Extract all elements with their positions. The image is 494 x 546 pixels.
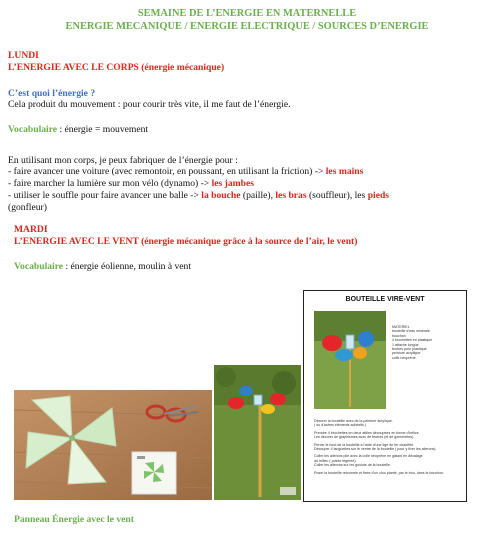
step-line: Découper 4 languettes sur le ventre de la bouteille ( pour y fixer les ailerons). <box>314 447 437 452</box>
lundi-line-2 <box>8 178 254 189</box>
lundi-heading: L’ENERGIE AVEC LE CORPS (énergie mécanique) <box>8 62 225 73</box>
highlight-mains: les mains <box>325 166 364 177</box>
bottle-windmill-photo <box>214 365 301 500</box>
materiel-item: bouchon <box>392 333 406 338</box>
materiel-item: bouteille d'eau minérale <box>392 329 430 334</box>
line-text: - utiliser le souffle pour faire avancer une balle -> <box>8 190 202 201</box>
highlight-pieds: pieds <box>367 190 390 201</box>
step-line: Percer le fond de la bouteille à l'aide d'une tige de fer chauffée. <box>314 442 415 447</box>
step-line: Poser la bouteille retournée et fixée d'un clou planté, par le trou, dans le bouchon. <box>314 470 445 475</box>
pinwheel-photo <box>14 390 212 500</box>
materiel-block <box>392 325 462 360</box>
line-text: (souffleur), les <box>306 190 368 201</box>
mardi-heading: L’ENERGIE AVEC LE VENT (énergie mécanique grâce à la source de l’air, le vent) <box>14 236 358 247</box>
lundi-answer: Cela produit du mouvement : pour courir très vite, il me faut de l’énergie. <box>8 99 291 110</box>
panel-caption: Panneau Énergie avec le vent <box>14 514 134 525</box>
highlight-bouche: la bouche <box>201 190 241 201</box>
lundi-intro: En utilisant mon corps, je peux fabriquer de l’énergie pour : <box>8 155 238 166</box>
instruction-card <box>303 290 467 502</box>
bottle-windmill-illustration <box>214 365 301 500</box>
vocab-text: : énergie éolienne, moulin à vent <box>63 261 192 272</box>
lundi-line-4: (gonfleur) <box>8 202 47 213</box>
step-line: du milieu ( pointe légèrée). <box>314 458 357 463</box>
vocab-label: Vocabulaire <box>8 124 58 135</box>
step-line: Coller les ailerons sur les goulots de la bouteille. <box>314 463 391 468</box>
line-text: - faire marcher la lumière sur mon vélo (dynamo) -> <box>8 178 212 189</box>
materiel-item: colle néoprène <box>392 355 416 360</box>
day-lundi: LUNDI <box>8 50 39 61</box>
step-line: Coller les ailerons plié avec la colle néoprène en gâtant en décalage <box>314 454 423 459</box>
doc-subtitle: ENERGIE MECANIQUE / ENERGIE ELECTRIQUE / SOURCES D’ENERGIE <box>65 21 429 32</box>
line-text: (paille), <box>240 190 276 201</box>
step-line: Décorer la bouteille avec de la peinture acrylique. <box>314 419 393 423</box>
vocab-text: : énergie = mouvement <box>57 124 149 135</box>
mardi-vocabulary <box>14 261 191 272</box>
materiel-item: feutres pour plastique <box>392 347 427 352</box>
lundi-vocabulary <box>8 124 148 135</box>
lundi-question: C’est quoi l’énergie ? <box>8 88 96 99</box>
materiel-item: 1 attache longue <box>392 342 419 347</box>
day-mardi: MARDI <box>14 224 48 235</box>
lundi-line-3 <box>8 190 389 201</box>
materiel-label: MATERIEL <box>392 325 410 329</box>
steps-block <box>314 419 464 475</box>
card-photo <box>314 311 386 409</box>
step-line: ( ou d'autres éléments adhésifs ) <box>314 423 367 428</box>
highlight-jambes: les jambes <box>211 178 254 189</box>
materiel-item: 4 brochettes en plastique <box>392 338 433 343</box>
pinwheel-illustration <box>14 390 212 500</box>
materiel-item: peinture acrylique <box>392 351 421 356</box>
vocab-label: Vocabulaire <box>14 261 64 272</box>
card-title: BOUTEILLE VIRE-VENT <box>345 296 425 303</box>
step-line: Prendre 4 brochettes en deux attiles découpées en forme d'hélice. <box>314 430 420 435</box>
lundi-line-1 <box>8 166 363 177</box>
step-line: Les décorer de graphismes avec de feutres (et de gommettes). <box>314 435 415 440</box>
highlight-bras: les bras <box>275 190 307 201</box>
line-text: - faire avancer une voiture (avec remontoir, en poussant, en utilisant la friction) -> <box>8 166 326 177</box>
doc-title: SEMAINE DE L’ENERGIE EN MATERNELLE <box>137 8 357 19</box>
